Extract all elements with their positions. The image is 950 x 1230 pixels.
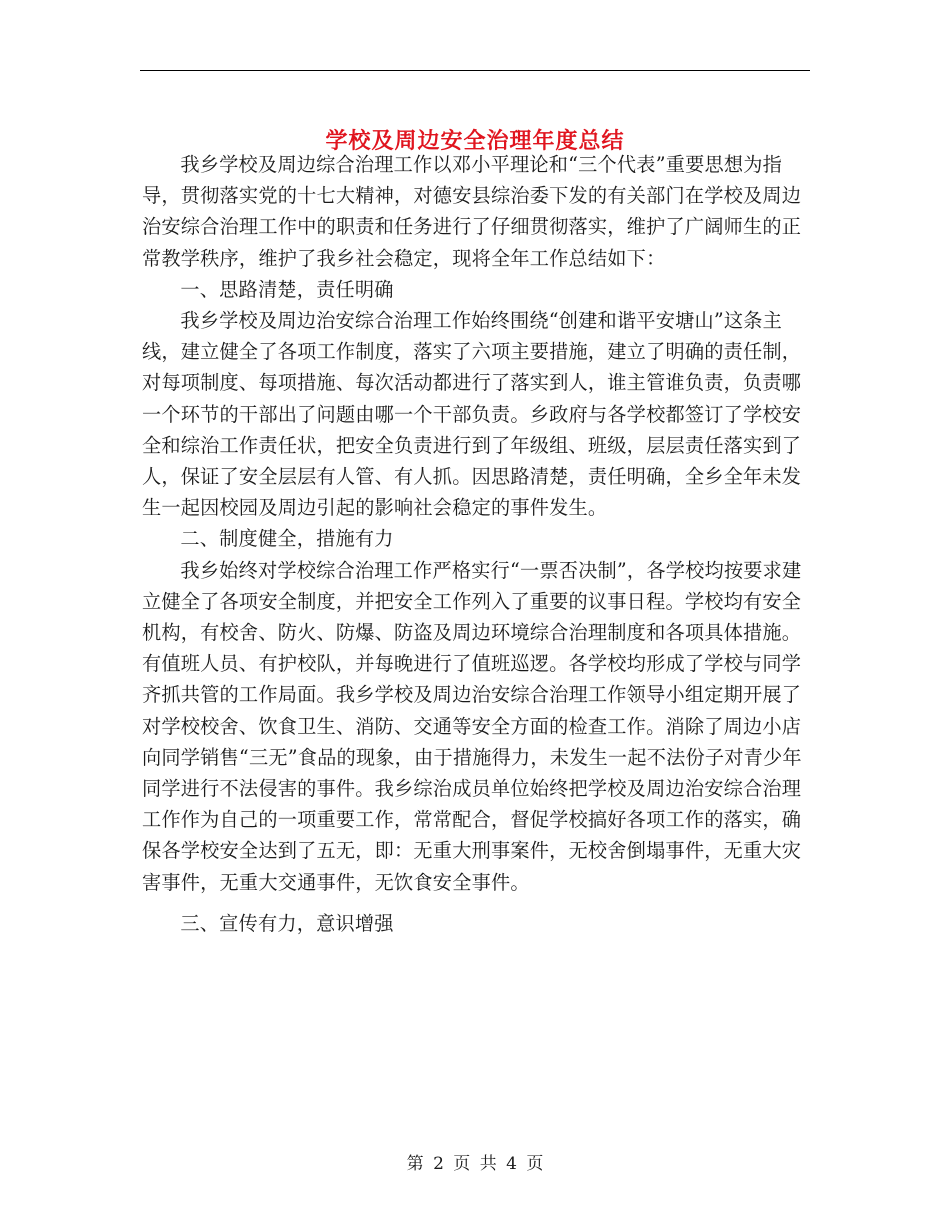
section-heading-1: 一、思路清楚，责任明确	[180, 277, 394, 301]
section-2-paragraph: 我乡始终对学校综合治理工作严格实行“一票否决制”，各学校均按要求建立健全了各项安全制度，并把安全工作列入了重要的议事日程。学校均有安全机构，有校舍、防火、防爆、防盗及周边环境综合治理制度和各项具体措施。有值班人员、有护校队，并每晚进行了值班巡逻。各学校均形成了学校与同学齐抓共管的工作局面。我乡学校及周边治安综合治理工作领导小组定期开展了对学校校舍、饮食卫生、消防、交通等安全方面的检查工作。消除了周边小店向同学销售“三无”食品的现象，由于措施得力，未发生一起不法份子对青少年同学进行不法侵害的事件。我乡综治成员单位始终把学校及周边治安综合治理工作作为自己的一项重要工作，常常配合，督促学校搞好各项工作的落实，确保各学校安全达到了五无，即：无重大刑事案件，无校舍倒塌事件，无重大灾害事件，无重大交通事件，无饮食安全事件。	[142, 558, 802, 894]
section-heading-2: 二、制度健全，措施有力	[180, 527, 394, 551]
intro-paragraph: 我乡学校及周边综合治理工作以邓小平理论和“三个代表”重要思想为指导，贯彻落实党的十七大精神，对德安县综治委下发的有关部门在学校及周边治安综合治理工作中的职责和任务进行了仔细贯彻落实，维护了广阔师生的正常教学秩序，维护了我乡社会稳定，现将全年工作总结如下：	[142, 153, 802, 270]
document-body	[142, 149, 806, 939]
header-rule	[140, 70, 810, 71]
document-title: 学校及周边安全治理年度总结	[325, 127, 625, 154]
section-heading-3: 三、宣传有力，意识增强	[180, 911, 394, 935]
section-1-paragraph: 我乡学校及周边治安综合治理工作始终围绕“创建和谐平安塘山”这条主线，建立健全了各项工作制度，落实了六项主要措施，建立了明确的责任制，对每项制度、每项措施、每次活动都进行了落实到人，谁主管谁负责，负责哪一个环节的干部出了问题由哪一个干部负责。乡政府与各学校都签订了学校安全和综治工作责任状，把安全负责进行到了年级组、班级，层层责任落实到了人，保证了安全层层有人管、有人抓。因思路清楚，责任明确，全乡全年未发生一起因校园及周边引起的影响社会稳定的事件发生。	[142, 309, 802, 520]
page-number-footer: 第 2 页 共 4 页	[406, 1154, 544, 1174]
